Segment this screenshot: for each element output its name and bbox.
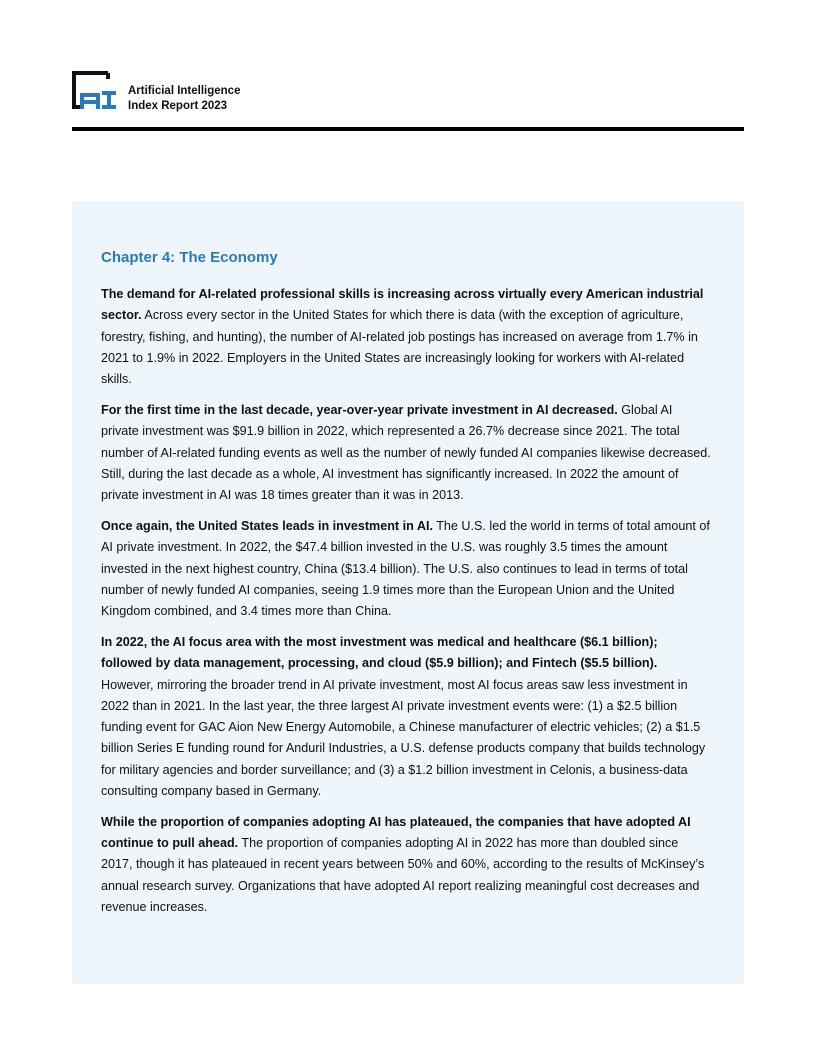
paragraph-body: Across every sector in the United States for which there is data (with the exception of agriculture, forestry, fishing, and hunting), the number of AI-related job postings has increased on average from 1.7% in 2021 to 1.9% in 2022. Employers in the United States are increasingly looking for workers with AI-related skills.	[101, 308, 698, 387]
paragraph-lede: For the first time in the last decade, year-over-year private investment in AI decreased.	[101, 402, 618, 417]
report-title-line2: Index Report 2023	[128, 100, 228, 112]
paragraph-lede: Once again, the United States leads in investment in AI.	[101, 518, 433, 533]
paragraph-body: Global AI private investment was $91.9 billion in 2022, which represented a 26.7% decrease since 2021. The total number of AI-related funding events as well as the number of newly funded AI companies likewise decreased. Still, during the last decade as a whole, AI investment has significantly increased. In 2022 the amount of private investment in AI was 18 times greater than it was in 2013.	[101, 402, 711, 503]
paragraph	[101, 812, 711, 918]
paragraph	[101, 632, 711, 802]
paragraph-lede: The demand for AI-related professional skills is increasing across virtually every American industrial sector.	[101, 287, 704, 323]
chapter-title: Chapter 4: The Economy	[101, 249, 278, 266]
header-rule	[72, 127, 744, 131]
report-title-line1: Artificial Intelligence	[128, 85, 241, 97]
paragraph	[101, 400, 711, 506]
report-title	[128, 84, 240, 114]
highlights-content	[101, 284, 711, 928]
report-header	[72, 71, 744, 131]
paragraph-lede: In 2022, the AI focus area with the most investment was medical and healthcare ($6.1 billion); followed by data management, processing, and cloud ($5.9 billion); and Fintech ($5.5 billion).	[101, 634, 658, 671]
paragraph-body: The U.S. led the world in terms of total amount of AI private investment. In 2022, the $47.4 billion invested in the U.S. was roughly 3.5 times the amount invested in the next highest country, China ($13.4 billion). The U.S. also continues to lead in terms of total number of newly funded AI companies, seeing 1.9 times more than the European Union and the United Kingdom combined, and 3.4 times more than China.	[101, 518, 710, 619]
ai-index-logo	[72, 71, 118, 111]
paragraph-body: The proportion of companies adopting AI in 2022 has more than doubled since 2017, though it has plateaued in recent years between 50% and 60%, according to the results of McKinsey’s annual research survey. Organizations that have adopted AI report realizing meaningful cost decreases and revenue increases.	[101, 836, 705, 915]
paragraph	[101, 284, 711, 390]
paragraph-body: However, mirroring the broader trend in AI private investment, most AI focus areas saw less investment in 2022 than in 2021. In the last year, the three largest AI private investment events were: (1) a $2.5 billion funding event for GAC Aion New Energy Automobile, a Chinese manufacturer of electric vehicles; (2) a $1.5 billion Series E funding round for Anduril Industries, a U.S. defense products company that builds technology for military agencies and border surveillance; and (3) a $1.2 billion investment in Celonis, a business-data consulting company based in Germany.	[101, 677, 706, 799]
paragraph-lede: While the proportion of companies adopting AI has plateaued, the companies that have adopted AI continue to pull ahead.	[101, 814, 691, 851]
logo-text: AI	[72, 71, 73, 72]
paragraph	[101, 516, 711, 622]
